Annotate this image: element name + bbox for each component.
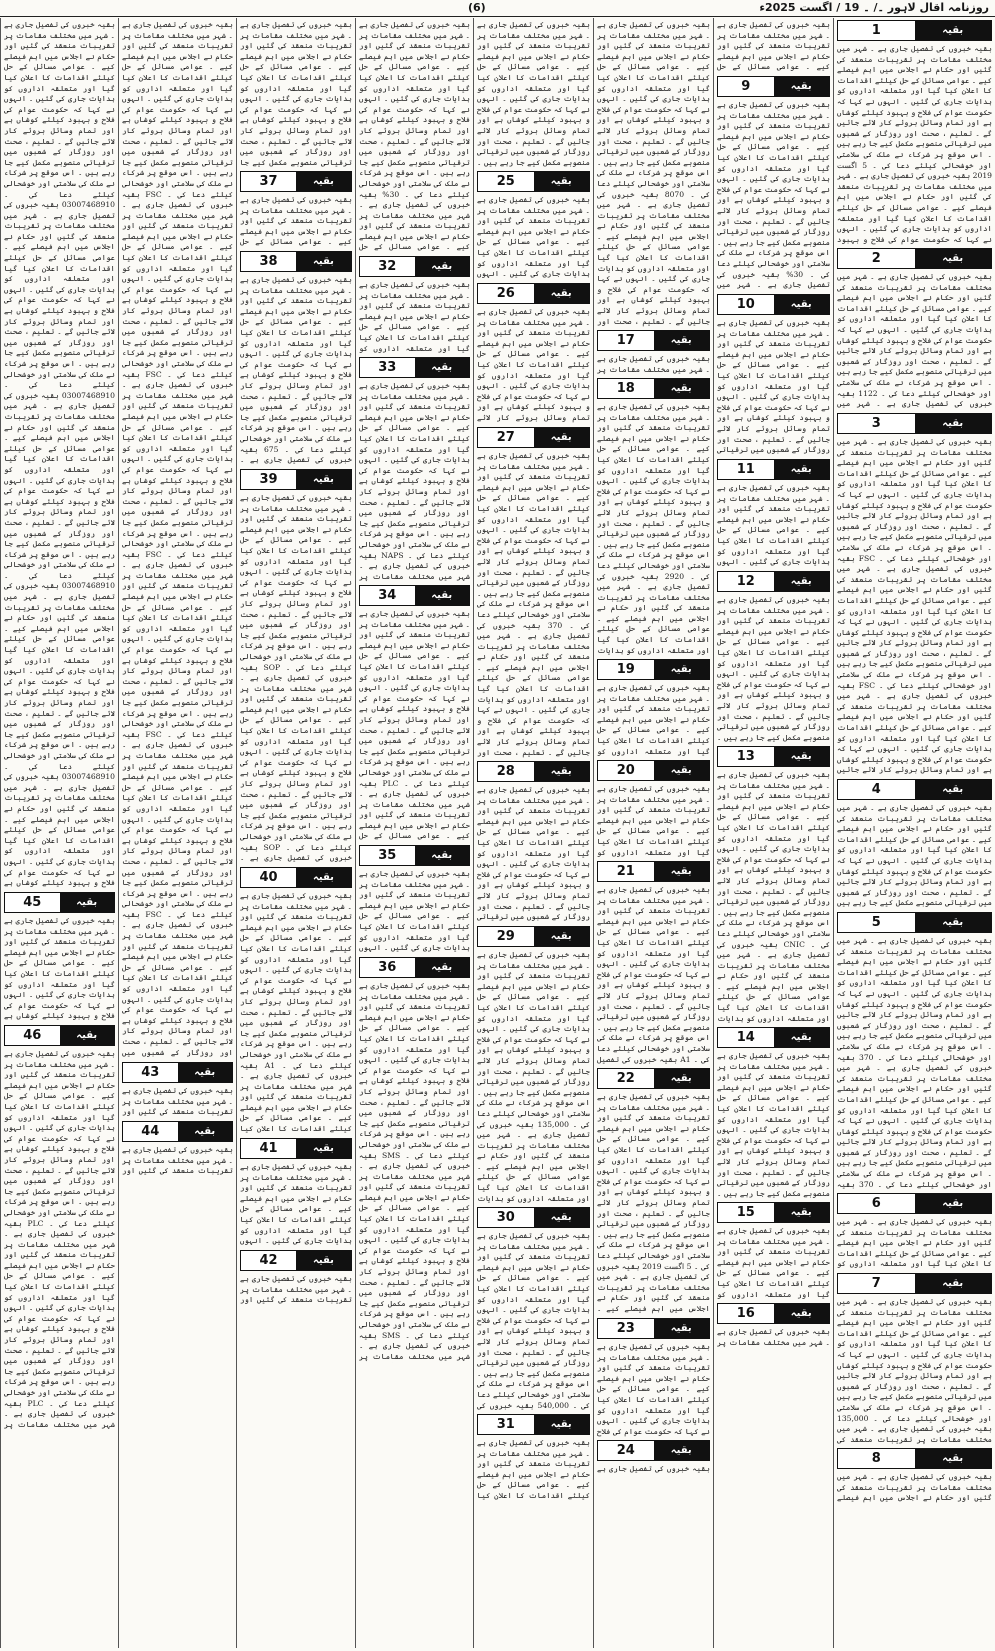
baqiya-number: 10 — [736, 297, 755, 312]
baqiya-box-40 — [240, 867, 352, 888]
baqiya-number: 5 — [871, 915, 881, 930]
article-text: بقیہ خبروں کی تفصیل جاری ہے ۔ شہر میں مختلف مقامات پر — [717, 1327, 830, 1347]
baqiya-number: 20 — [616, 763, 635, 778]
article-text: بقیہ خبروں کی تفصیل جاری ہے ۔ شہر میں مختلف مقامات پر تقریبات منعقد کی گئیں اور حکام نے اجلاس میں اہم فیصلے کیے ۔ عوامی مسائل کے حل کیلئے اقدامات کا اعلان کیا گیا اور متعلقہ اداروں کو ہدایات جاری کی گئیں ۔ انہوں نے کہا کہ حکومت عوام کی فلاح و بہبود کیلئے کوشاں ہے اور تمام وسائل بروئے کار لائے جائیں گے ۔ تعلیم ، صحت اور روزگار کے شعبوں میں ترقیاتی منصوبے مکمل کیے جا رہے ہیں ۔ اس موقع پر شرکاء نے ملک کی سلامتی اور خوشحالی کیلئے دعا کی ۔ SMS بقیہ خبروں کی تفصیل جاری ہے ۔ شہر میں مختلف مقامات پر تقریبات منعقد کی گئیں اور حکام نے اجلاس میں اہم فیصلے کیے ۔ عوامی مسائل کے حل کیلئے اقدامات کا اعلان کیا گیا اور متعلقہ اداروں کو ہدایات جاری کی گئیں ۔ انہوں نے کہا کہ حکومت عوام کی فلاح و بہبود کیلئے کوشاں ہے اور تمام وسائل بروئے کار لائے جائیں گے ۔ تعلیم ، صحت اور روزگار کے شعبوں میں ترقیاتی منصوبے مکمل کیے جا رہے ہیں ۔ اس موقع پر شرکاء نے ملک کی سلامتی اور خوشحالی کیلئے دعا کی ۔ SMS بقیہ خبروں کی تفصیل جاری ہے ۔ شہر میں مختلف مقامات پر — [359, 981, 470, 1361]
baqiya-box-23 — [597, 1318, 710, 1339]
baqiya-box-8 — [837, 1448, 992, 1469]
baqiya-box-30 — [477, 1207, 590, 1228]
article-text: بقیہ خبروں کی تفصیل جاری ہے ۔ شہر میں مختلف مقامات پر تقریبات منعقد کی گئیں اور حکام نے اجلاس میں اہم فیصلے کیے ۔ عوامی مسائل کے حل کیلئے اقدامات کا اعلان کیا گیا اور متعلقہ اداروں کو ہدایات جاری کی گئیں ۔ انہوں — [717, 483, 830, 567]
baqiya-number: 38 — [259, 254, 278, 269]
baqiya-label: بقیہ — [534, 172, 590, 191]
article-text: بقیہ خبروں کی تفصیل جاری ہے ۔ شہر میں مختلف مقامات پر تقریبات منعقد کی گئیں اور حکام نے اجلاس میں اہم فیصلے کیے ۔ عوامی مسائل کے حل کیلئے اقدامات کا اعلان کیا گیا اور متعلقہ اداروں کو ہدایات جاری کی گئیں ۔ انہوں نے کہا کہ حکومت عوام کی فلاح و بہبود کیلئے کوشاں ہے اور تمام وسائل بروئے کار لائے جائیں گے ۔ تعلیم ، صحت اور روزگار کے شعبوں میں ترقیاتی منصوبے مکمل کیے جا رہے ہیں ۔ اس موقع پر شرکاء نے ملک کی سلامتی اور خوشحالی کیلئے دعا کی ۔ 8070 بقیہ خبروں کی تفصیل جاری ہے ۔ شہر میں مختلف مقامات پر تقریبات منعقد کی گئیں اور حکام نے اجلاس میں اہم فیصلے کیے ۔ عوامی مسائل کے حل کیلئے اقدامات کا اعلان کیا گیا اور متعلقہ اداروں کو ہدایات جاری کی گئیں ۔ انہوں نے کہا کہ حکومت عوام کی فلاح و بہبود کیلئے کوشاں ہے اور تمام وسائل بروئے کار لائے جائیں گے ۔ تعلیم ، صحت اور — [597, 20, 710, 326]
baqiya-box-13 — [717, 746, 830, 767]
baqiya-label: بقیہ — [915, 1449, 992, 1468]
baqiya-box-39 — [240, 469, 352, 490]
article-text: بقیہ خبروں کی تفصیل جاری ہے ۔ شہر میں مختلف مقامات پر تقریبات منعقد کی گئیں اور حکام نے اجلاس میں اہم فیصلے کیے ۔ عوامی مسائل کے حل کیلئے اقدامات کا اعلان کیا گیا اور متعلقہ اداروں کو ہدایات جاری کی گئیں ۔ انہوں — [240, 1162, 352, 1246]
baqiya-number: 40 — [259, 870, 278, 885]
article-text: بقیہ خبروں کی تفصیل جاری ہے ۔ شہر میں مختلف مقامات پر تقریبات منعقد کی گئیں اور حکام نے اجلاس میں اہم فیصلے کیے ۔ عوامی مسائل کے حل کیلئے اقدامات کا اعلان کیا گیا اور متعلقہ اداروں کو ہدایات جاری کی گئیں ۔ انہوں نے کہا کہ حکومت عوام کی فلاح و بہبود کیلئے کوشاں ہے اور تمام وسائل بروئے کار لائے جائیں گے ۔ تعلیم ، صحت اور روزگار کے شعبوں میں ترقیاتی منصوبے مکمل کیے جا رہے ہیں ۔ اس موقع پر شرکاء نے ملک کی سلامتی اور خوشحالی کیلئے دعا کی ۔ 30% بقیہ خبروں کی تفصیل جاری ہے ۔ شہر میں — [717, 100, 830, 290]
baqiya-label: بقیہ — [915, 249, 992, 268]
baqiya-box-7 — [837, 1273, 992, 1294]
baqiya-number: 43 — [141, 1065, 160, 1080]
article-text: بقیہ خبروں کی تفصیل جاری ہے ۔ شہر میں مختلف مقامات پر تقریبات منعقد کی گئیں اور حکام نے اجلاس میں اہم فیصلے کیے ۔ عوامی مسائل کے حل کیلئے اقدامات کا اعلان کیا گیا اور متعلقہ اداروں کو ہدایات جاری کی گئیں ۔ انہوں نے کہا کہ حکومت عوام کی فلاح و بہبود کیلئے کوشاں ہے اور تمام وسائل بروئے کار لائے جائیں گے ۔ تعلیم ، صحت اور روزگار کے شعبوں میں ترقیاتی — [717, 318, 830, 455]
article-text: بقیہ خبروں کی تفصیل جاری ہے ۔ شہر میں مختلف مقامات پر تقریبات منعقد کی گئیں اور — [122, 1086, 233, 1117]
baqiya-label: بقیہ — [60, 1026, 115, 1045]
baqiya-number: 4 — [871, 782, 881, 797]
baqiya-number: 34 — [378, 588, 397, 603]
baqiya-box-46 — [4, 1025, 115, 1046]
article-text: بقیہ خبروں کی تفصیل جاری ہے ۔ شہر میں مختلف مقامات پر تقریبات منعقد کی گئیں اور حکام نے اجلاس میں اہم فیصلے کیے ۔ عوامی مسائل کے حل کیلئے اقدامات کا اعلان کیا گیا اور متعلقہ اداروں کو ہدایات جاری کی گئیں ۔ انہوں نے کہا کہ حکومت عوام کی فلاح و بہبود کیلئے کوشاں ہے اور تمام وسائل بروئے کار لائے جائیں گے ۔ تعلیم ، صحت اور روزگار کے شعبوں میں ترقیاتی منصوبے مکمل کیے جا رہے ہیں ۔ اس موقع پر شرکاء نے ملک کی سلامتی اور خوشحالی کیلئے دعا کی ۔ 135,000 بقیہ خبروں کی تفصیل جاری ہے ۔ شہر میں مختلف مقامات پر تقریبات منعقد کی گئیں اور حکام نے اجلاس میں اہم فیصلے کیے ۔ عوامی مسائل کے حل کیلئے اقدامات کا اعلان کیا گیا اور متعلقہ اداروں کو ہدایات — [477, 950, 590, 1203]
article-text: بقیہ خبروں کی تفصیل جاری ہے ۔ شہر میں مختلف مقامات پر تقریبات منعقد کی گئیں اور حکام نے اجلاس میں اہم فیصلے کیے ۔ عوامی مسائل کے حل کیلئے اقدامات کا اعلان کیا گیا اور متعلقہ اداروں کو ہدایات جاری کی گئیں ۔ انہوں نے کہا کہ حکومت عوام کی فلاح و بہبود کیلئے کوشاں ہے اور تمام وسائل بروئے کار لائے جائیں گے ۔ تعلیم ، صحت اور روزگار کے شعبوں میں ترقیاتی منصوبے مکمل کیے جا رہے ہیں ۔ اس موقع پر شرکاء نے ملک کی سلامتی اور خوشحالی کیلئے دعا کی ۔ SOP بقیہ خبروں کی تفصیل جاری ہے ۔ شہر میں مختلف مقامات پر تقریبات منعقد کی گئیں اور حکام نے اجلاس میں اہم فیصلے کیے ۔ عوامی مسائل کے حل کیلئے اقدامات کا اعلان کیا گیا اور متعلقہ اداروں کو ہدایات جاری کی گئیں ۔ انہوں نے کہا کہ حکومت عوام کی فلاح و بہبود کیلئے کوشاں ہے اور تمام وسائل بروئے کار لائے جائیں گے ۔ تعلیم ، صحت اور روزگار کے شعبوں میں ترقیاتی منصوبے مکمل کیے جا رہے ہیں ۔ اس موقع پر شرکاء نے ملک کی سلامتی اور خوشحالی کیلئے دعا کی ۔ SOP بقیہ خبروں کی تفصیل جاری ہے ۔ — [240, 493, 352, 863]
baqiya-box-32 — [359, 256, 470, 277]
baqiya-box-4 — [837, 779, 992, 800]
baqiya-box-19 — [597, 659, 710, 680]
article-text: بقیہ خبروں کی تفصیل جاری ہے ۔ شہر میں مختلف مقامات پر تقریبات منعقد کی گئیں اور — [240, 1274, 352, 1305]
baqiya-label: بقیہ — [296, 252, 351, 271]
baqiya-label: بقیہ — [654, 862, 710, 881]
article-text: بقیہ خبروں کی تفصیل جاری ہے ۔ شہر میں مختلف مقامات پر تقریبات منعقد کی گئیں اور حکام نے اجلاس میں اہم فیصلے کیے ۔ عوامی مسائل کے حل کیلئے اقدامات کا اعلان کیا — [477, 1438, 590, 1500]
baqiya-label: بقیہ — [915, 913, 992, 932]
baqiya-number: 35 — [378, 848, 397, 863]
article-text: بقیہ خبروں کی تفصیل جاری ہے ۔ شہر میں مختلف مقامات پر تقریبات منعقد کی گئیں اور حکام نے اجلاس میں اہم فیصلے کیے ۔ عوامی مسائل کے حل کیلئے اقدامات کا اعلان کیا گیا اور متعلقہ اداروں کو ہدایات جاری کی گئیں ۔ انہوں نے کہا کہ حکومت عوام کی فلاح و بہبود کیلئے کوشاں ہے اور تمام وسائل بروئے کار لائے جائیں گے ۔ تعلیم ، صحت اور روزگار کے شعبوں میں ترقیاتی منصوبے مکمل کیے جا رہے ہیں ۔ — [477, 20, 590, 167]
baqiya-number: 45 — [23, 895, 42, 910]
article-text: بقیہ خبروں کی تفصیل جاری ہے — [597, 1464, 710, 1473]
baqiya-number: 18 — [616, 381, 635, 396]
baqiya-label: بقیہ — [296, 172, 351, 191]
baqiya-box-45 — [4, 892, 115, 913]
baqiya-box-25 — [477, 171, 590, 192]
baqiya-number: 37 — [259, 174, 278, 189]
article-text: بقیہ خبروں کی تفصیل جاری ہے ۔ شہر میں مختلف مقامات پر تقریبات منعقد کی گئیں اور حکام نے اجلاس میں اہم فیصلے — [837, 1472, 992, 1503]
article-text: بقیہ خبروں کی تفصیل جاری ہے ۔ شہر میں مختلف مقامات پر تقریبات منعقد کی گئیں اور حکام نے اجلاس میں اہم فیصلے کیے ۔ عوامی مسائل کے حل — [717, 20, 830, 72]
baqiya-label: بقیہ — [178, 1122, 233, 1141]
article-text: بقیہ خبروں کی تفصیل جاری ہے ۔ شہر میں مختلف مقامات پر تقریبات منعقد کی گئیں اور حکام نے اجلاس میں اہم فیصلے کیے ۔ عوامی مسائل کے حل کیلئے اقدامات کا اعلان کیا گیا اور متعلقہ اداروں کو ہدایات جاری کی گئیں ۔ انہوں نے کہا کہ حکومت عوام کی فلاح و بہبود کیلئے کوشاں ہے اور تمام وسائل بروئے کار لائے جائیں گے ۔ تعلیم ، صحت اور روزگار کے شعبوں میں ترقیاتی منصوبے مکمل کیے جا رہے ہیں ۔ اس موقع پر شرکاء نے ملک کی سلامتی اور خوشحالی کیلئے دعا کی ۔ 135,000 بقیہ خبروں کی تفصیل جاری ہے ۔ شہر میں مختلف مقامات پر تقریبات منعقد کی — [837, 1297, 992, 1444]
article-text: بقیہ خبروں کی تفصیل جاری ہے ۔ شہر میں مختلف مقامات پر تقریبات منعقد کی گئیں اور حکام نے اجلاس میں اہم فیصلے کیے ۔ عوامی مسائل کے حل کیلئے اقدامات کا اعلان کیا گیا اور متعلقہ اداروں کو ہدایات جاری کی گئیں ۔ انہوں نے کہا کہ حکومت عوام کی فلاح و بہبود کیلئے کوشاں ہے اور تمام وسائل بروئے کار لائے جائیں گے ۔ تعلیم ، صحت اور روزگار کے شعبوں میں ترقیاتی منصوبے مکمل کیے جا رہے ہیں ۔ اس موقع پر شرکاء نے ملک کی سلامتی اور خوشحالی کیلئے دعا کی ۔ 03007468910 بقیہ خبروں کی تفصیل جاری ہے ۔ شہر میں مختلف مقامات پر تقریبات منعقد کی گئیں اور حکام نے اجلاس میں اہم فیصلے کیے ۔ عوامی مسائل کے حل کیلئے اقدامات کا اعلان کیا گیا اور متعلقہ اداروں کو ہدایات جاری کی گئیں ۔ انہوں نے کہا کہ حکومت عوام کی فلاح و بہبود کیلئے کوشاں ہے اور تمام وسائل بروئے کار لائے جائیں گے ۔ تعلیم ، صحت اور روزگار کے شعبوں میں ترقیاتی منصوبے مکمل کیے جا رہے ہیں ۔ اس موقع پر شرکاء نے ملک کی سلامتی اور خوشحالی کیلئے دعا کی ۔ 03007468910 بقیہ خبروں کی تفصیل جاری ہے ۔ شہر میں مختلف مقامات پر تقریبات منعقد کی گئیں اور حکام نے اجلاس میں اہم فیصلے کیے ۔ عوامی مسائل کے حل کیلئے اقدامات کا اعلان کیا گیا اور متعلقہ اداروں کو ہدایات جاری کی گئیں ۔ انہوں نے کہا کہ حکومت عوام کی فلاح و بہبود کیلئے کوشاں ہے اور تمام وسائل بروئے کار لائے جائیں گے ۔ تعلیم ، صحت اور روزگار کے شعبوں میں ترقیاتی منصوبے مکمل کیے جا رہے ہیں ۔ اس موقع پر شرکاء نے ملک کی سلامتی اور خوشحالی کیلئے دعا کی ۔ 03007468910 بقیہ خبروں کی تفصیل جاری ہے ۔ شہر میں مختلف مقامات پر تقریبات منعقد کی گئیں اور حکام نے اجلاس میں اہم فیصلے کیے ۔ عوامی مسائل کے حل کیلئے اقدامات کا اعلان کیا گیا اور متعلقہ اداروں کو ہدایات جاری کی گئیں ۔ انہوں نے کہا کہ حکومت عوام کی فلاح و بہبود کیلئے کوشاں ہے اور تمام وسائل بروئے کار لائے جائیں گے ۔ تعلیم ، صحت اور روزگار کے شعبوں میں ترقیاتی منصوبے مکمل کیے جا رہے ہیں ۔ اس موقع پر شرکاء نے ملک کی سلامتی اور خوشحالی کیلئے دعا کی ۔ 03007468910 بقیہ خبروں کی تفصیل جاری ہے ۔ شہر میں مختلف مقامات پر تقریبات منعقد کی گئیں اور حکام نے اجلاس میں اہم فیصلے کیے ۔ عوامی مسائل کے حل کیلئے اقدامات کا اعلان کیا گیا اور متعلقہ اداروں کو ہدایات جاری کی گئیں ۔ انہوں نے کہا کہ حکومت عوام کی فلاح و بہبود کیلئے کوشاں ہے — [4, 20, 115, 888]
baqiya-label: بقیہ — [654, 331, 710, 350]
article-text: بقیہ خبروں کی تفصیل جاری ہے ۔ شہر میں مختلف مقامات پر تقریبات منعقد کی گئیں اور حکام نے اجلاس میں اہم فیصلے کیے ۔ عوامی مسائل کے حل کیلئے اقدامات کا اعلان کیا گیا اور متعلقہ اداروں کو — [597, 784, 710, 857]
article-text: بقیہ خبروں کی تفصیل جاری ہے ۔ شہر میں مختلف مقامات پر تقریبات منعقد کی گئیں اور حکام نے اجلاس میں اہم فیصلے کیے ۔ عوامی مسائل کے حل کیلئے اقدامات کا اعلان کیا گیا اور متعلقہ اداروں کو ہدایات جاری کی گئیں ۔ انہوں نے کہا کہ حکومت عوام کی فلاح و بہبود کیلئے کوشاں ہے اور تمام وسائل بروئے کار لائے جائیں گے ۔ تعلیم ، صحت اور روزگار کے شعبوں میں ترقیاتی — [477, 785, 590, 922]
baqiya-label: بقیہ — [915, 21, 992, 40]
baqiya-label: بقیہ — [415, 358, 470, 377]
baqiya-label: بقیہ — [296, 470, 351, 489]
baqiya-number: 33 — [378, 360, 397, 375]
baqiya-label: بقیہ — [654, 660, 710, 679]
baqiya-box-18 — [597, 378, 710, 399]
baqiya-label: بقیہ — [774, 460, 830, 479]
article-text: بقیہ خبروں کی تفصیل جاری ہے ۔ شہر میں مختلف مقامات پر تقریبات منعقد کی گئیں اور حکام نے اجلاس میں اہم فیصلے کیے ۔ عوامی مسائل کے حل کیلئے اقدامات کا اعلان کیا گیا اور متعلقہ اداروں کو ہدایات جاری کی گئیں ۔ انہوں نے کہا کہ حکومت عوام کی فلاح و بہبود کیلئے کوشاں ہے اور تمام وسائل بروئے کار لائے جائیں گے ۔ تعلیم ، صحت اور روزگار کے شعبوں میں ترقیاتی منصوبے مکمل کیے جا رہے ہیں ۔ اس موقع پر شرکاء نے ملک کی سلامتی اور خوشحالی کیلئے دعا کی ۔ 5 اگست 2019 بقیہ خبروں کی تفصیل جاری ہے ۔ شہر میں مختلف مقامات پر تقریبات منعقد کی گئیں اور حکام نے اجلاس میں اہم فیصلے کیے ۔ — [597, 1092, 710, 1313]
article-text: بقیہ خبروں کی تفصیل جاری ہے ۔ شہر میں مختلف مقامات پر تقریبات منعقد کی گئیں اور حکام نے اجلاس میں اہم فیصلے کیے ۔ عوامی مسائل کے حل کیلئے اقدامات کا اعلان کیا گیا اور متعلقہ اداروں کو — [717, 1226, 830, 1299]
article-text: بقیہ خبروں کی تفصیل جاری ہے ۔ شہر میں مختلف مقامات پر تقریبات منعقد کی گئیں اور حکام نے اجلاس میں اہم فیصلے کیے ۔ عوامی مسائل کے حل کیلئے اقدامات کا اعلان کیا گیا اور متعلقہ اداروں کو ہدایات جاری کی گئیں ۔ انہوں نے کہا کہ حکومت عوام کی فلاح و بہبود کیلئے کوشاں ہے اور تمام وسائل بروئے کار لائے جائیں گے ۔ تعلیم ، صحت اور روزگار کے شعبوں میں ترقیاتی منصوبے مکمل کیے جا رہے ہیں ۔ اس موقع پر شرکاء نے ملک کی سلامتی اور خوشحالی کیلئے دعا کی ۔ PLC بقیہ خبروں کی تفصیل جاری ہے ۔ شہر میں مختلف مقامات پر تقریبات منعقد کی گئیں اور حکام نے اجلاس میں اہم فیصلے کیے ۔ عوامی مسائل کے حل — [359, 609, 470, 841]
baqiya-label: بقیہ — [415, 846, 470, 865]
baqiya-box-5 — [837, 912, 992, 933]
paper-name-date: روزنامہ اقال لاہور ۔/ ۔ 19 / اگست 2025ء — [759, 1, 989, 14]
baqiya-number: 12 — [736, 574, 755, 589]
baqiya-label: بقیہ — [415, 958, 470, 977]
baqiya-number: 39 — [259, 472, 278, 487]
baqiya-number: 26 — [496, 286, 515, 301]
text-column-5 — [355, 18, 473, 1648]
baqiya-number: 27 — [496, 430, 515, 445]
baqiya-number: 21 — [616, 864, 635, 879]
baqiya-label: بقیہ — [774, 1028, 830, 1047]
baqiya-number: 31 — [496, 1417, 515, 1432]
baqiya-label: بقیہ — [534, 762, 590, 781]
text-column-3 — [593, 18, 713, 1648]
article-text: بقیہ خبروں کی تفصیل جاری ہے ۔ شہر میں مختلف مقامات پر تقریبات منعقد کی گئیں اور — [122, 1145, 233, 1176]
baqiya-number: 8 — [871, 1451, 881, 1466]
article-text: بقیہ خبروں کی تفصیل جاری ہے ۔ شہر میں مختلف مقامات پر تقریبات منعقد کی گئیں اور حکام نے اجلاس میں اہم فیصلے کیے ۔ عوامی مسائل کے حل کیلئے اقدامات کا اعلان کیا گیا اور متعلقہ اداروں کو ہدایات جاری کی گئیں ۔ انہوں نے کہا کہ حکومت عوام کی فلاح — [597, 1342, 710, 1436]
baqiya-number: 16 — [736, 1306, 755, 1321]
baqiya-label: بقیہ — [654, 1441, 710, 1460]
baqiya-number: 41 — [259, 1141, 278, 1156]
baqiya-box-17 — [597, 330, 710, 351]
baqiya-label: بقیہ — [534, 428, 590, 447]
baqiya-label: بقیہ — [654, 761, 710, 780]
baqiya-label: بقیہ — [774, 295, 830, 314]
baqiya-number: 22 — [616, 1071, 635, 1086]
baqiya-box-38 — [240, 251, 352, 272]
baqiya-label: بقیہ — [915, 1274, 992, 1293]
baqiya-box-42 — [240, 1250, 352, 1271]
baqiya-box-37 — [240, 171, 352, 192]
baqiya-label: بقیہ — [534, 1415, 590, 1434]
baqiya-label: بقیہ — [296, 868, 351, 887]
baqiya-box-9 — [717, 76, 830, 97]
text-column-6 — [236, 18, 355, 1648]
article-text: بقیہ خبروں کی تفصیل جاری ہے ۔ شہر میں مختلف مقامات پر تقریبات منعقد کی گئیں اور حکام نے اجلاس میں اہم فیصلے کیے ۔ عوامی مسائل کے حل کیلئے اقدامات کا اعلان کیا گیا اور متعلقہ اداروں کو ہدایات جاری کی گئیں ۔ انہوں نے کہا کہ حکومت عوام کی فلاح و بہبود کیلئے کوشاں ہے اور تمام وسائل بروئے کار لائے جائیں گے ۔ تعلیم ، صحت اور روزگار کے شعبوں میں ترقیاتی منصوبے مکمل کیے جا رہے ہیں ۔ اس موقع پر شرکاء نے ملک کی سلامتی اور خوشحالی کیلئے دعا کی ۔ 30% بقیہ خبروں کی تفصیل جاری ہے ۔ شہر میں مختلف مقامات پر تقریبات منعقد کی گئیں اور حکام نے اجلاس میں اہم فیصلے کیے ۔ عوامی مسائل کے حل — [359, 20, 470, 252]
baqiya-number: 24 — [616, 1443, 635, 1458]
baqiya-box-15 — [717, 1202, 830, 1223]
baqiya-label: بقیہ — [774, 1304, 830, 1323]
article-text: بقیہ خبروں کی تفصیل جاری ہے ۔ شہر میں مختلف مقامات پر تقریبات منعقد کی گئیں اور حکام نے اجلاس میں اہم فیصلے کیے ۔ عوامی مسائل کے حل کیلئے اقدامات کا اعلان کیا گیا اور متعلقہ اداروں کو ہدایات جاری کی گئیں ۔ انہوں — [359, 869, 470, 953]
text-column-7 — [118, 18, 236, 1648]
article-text: بقیہ خبروں کی تفصیل جاری ہے ۔ شہر میں مختلف مقامات پر تقریبات منعقد کی گئیں اور حکام نے اجلاس میں اہم فیصلے کیے ۔ عوامی مسائل کے حل — [240, 195, 352, 247]
baqiya-label: بقیہ — [774, 572, 830, 591]
article-text: بقیہ خبروں کی تفصیل جاری ہے ۔ شہر میں مختلف مقامات پر تقریبات منعقد کی گئیں اور حکام نے اجلاس میں اہم فیصلے کیے ۔ عوامی مسائل کے حل کیلئے اقدامات کا اعلان کیا گیا اور متعلقہ اداروں کو ہدایات جاری کی گئیں ۔ انہوں نے کہا کہ حکومت عوام کی فلاح و بہبود کیلئے کوشاں ہے اور تمام وسائل بروئے کار لائے جائیں گے ۔ تعلیم ، صحت اور روزگار کے شعبوں میں ترقیاتی منصوبے مکمل کیے جا رہے ہیں ۔ اس موقع پر شرکاء نے ملک کی سلامتی اور خوشحالی کیلئے دعا کی ۔ 1122 بقیہ خبروں کی تفصیل جاری ہے ۔ شہر میں — [837, 272, 992, 409]
baqiya-label: بقیہ — [654, 1319, 710, 1338]
baqiya-number: 7 — [871, 1276, 881, 1291]
article-text: بقیہ خبروں کی تفصیل جاری ہے ۔ شہر میں مختلف مقامات پر تقریبات منعقد کی گئیں اور حکام نے اجلاس میں اہم فیصلے کیے ۔ عوامی مسائل کے حل کیلئے اقدامات کا اعلان کیا گیا اور متعلقہ اداروں کو ہدایات جاری کی گئیں ۔ انہوں نے کہا کہ حکومت عوام کی فلاح و بہبود کیلئے کوشاں ہے اور تمام وسائل بروئے کار لائے جائیں گے ۔ تعلیم ، صحت اور روزگار کے شعبوں میں ترقیاتی منصوبے مکمل کیے جا رہے ہیں ۔ اس موقع پر شرکاء نے ملک کی سلامتی اور خوشحالی کیلئے دعا کی ۔ 675 بقیہ خبروں کی تفصیل جاری ہے ۔ — [240, 275, 352, 465]
article-text: بقیہ خبروں کی تفصیل جاری ہے ۔ شہر میں مختلف مقامات پر تقریبات منعقد کی گئیں اور حکام نے اجلاس میں اہم فیصلے کیے ۔ عوامی مسائل کے حل کیلئے اقدامات کا اعلان کیا گیا اور متعلقہ اداروں کو — [359, 280, 470, 353]
text-column-4 — [473, 18, 593, 1648]
baqiya-number: 9 — [741, 79, 751, 94]
baqiya-box-3 — [837, 413, 992, 434]
baqiya-label: بقیہ — [774, 77, 830, 96]
baqiya-label: بقیہ — [654, 1069, 710, 1088]
baqiya-box-22 — [597, 1068, 710, 1089]
article-text: بقیہ خبروں کی تفصیل جاری ہے ۔ شہر میں مختلف مقامات پر تقریبات منعقد کی گئیں اور حکام نے اجلاس میں اہم فیصلے کیے ۔ عوامی مسائل کے حل کیلئے اقدامات کا اعلان کیا گیا اور متعلقہ اداروں کو ہدایات جاری کی گئیں ۔ انہوں نے کہا کہ حکومت عوام کی فلاح و بہبود کیلئے کوشاں ہے — [4, 916, 115, 1021]
baqiya-number: 32 — [378, 259, 397, 274]
baqiya-box-28 — [477, 761, 590, 782]
article-text: بقیہ خبروں کی تفصیل جاری ہے ۔ شہر میں مختلف مقامات پر تقریبات منعقد کی گئیں اور حکام نے اجلاس میں اہم فیصلے کیے ۔ عوامی مسائل کے حل کیلئے اقدامات کا اعلان کیا گیا اور متعلقہ اداروں کو ہدایات جاری کی گئیں ۔ انہوں نے کہا کہ حکومت عوام کی فلاح و بہبود کیلئے کوشاں ہے اور تمام وسائل بروئے کار لائے جائیں گے ۔ تعلیم ، صحت اور روزگار کے شعبوں میں ترقیاتی منصوبے مکمل کیے جا رہے ہیں ۔ اس موقع پر شرکاء نے ملک کی سلامتی اور خوشحالی کیلئے دعا کی ۔ CNIC بقیہ خبروں کی تفصیل جاری ہے ۔ شہر میں مختلف مقامات پر تقریبات منعقد کی گئیں اور حکام نے اجلاس میں اہم فیصلے کیے ۔ عوامی مسائل کے حل کیلئے اقدامات کا اعلان کیا گیا اور متعلقہ اداروں کو ہدایات — [717, 770, 830, 1023]
baqiya-number: 30 — [496, 1210, 515, 1225]
baqiya-number: 19 — [616, 662, 635, 677]
baqiya-number: 42 — [259, 1253, 278, 1268]
baqiya-number: 17 — [616, 333, 635, 348]
article-text: بقیہ خبروں کی تفصیل جاری ہے ۔ شہر میں مختلف مقامات پر تقریبات منعقد کی گئیں اور حکام نے اجلاس میں اہم فیصلے کیے ۔ عوامی مسائل کے حل کیلئے اقدامات کا اعلان کیا گیا اور متعلقہ اداروں کو ہدایات جاری کی گئیں ۔ انہوں نے کہا کہ حکومت عوام کی فلاح و بہبود کیلئے کوشاں ہے اور تمام وسائل بروئے کار لائے جائیں گے ۔ تعلیم ، صحت اور روزگار کے شعبوں میں ترقیاتی منصوبے مکمل کیے جا رہے ہیں ۔ — [717, 1051, 830, 1198]
baqiya-number: 28 — [496, 764, 515, 779]
baqiya-box-27 — [477, 427, 590, 448]
baqiya-box-36 — [359, 957, 470, 978]
article-text: بقیہ خبروں کی تفصیل جاری ہے ۔ شہر میں مختلف مقامات پر تقریبات منعقد کی گئیں اور حکام نے اجلاس میں اہم فیصلے کیے ۔ عوامی مسائل کے حل کیلئے اقدامات کا اعلان کیا گیا اور متعلقہ اداروں کو ہدایات جاری کی گئیں ۔ انہوں نے کہا کہ حکومت عوام کی فلاح و بہبود کیلئے کوشاں ہے اور تمام وسائل بروئے کار لائے — [477, 307, 590, 422]
baqiya-number: 13 — [736, 749, 755, 764]
article-text: بقیہ خبروں کی تفصیل جاری ہے ۔ شہر میں مختلف مقامات پر تقریبات منعقد کی گئیں اور حکام نے اجلاس میں اہم فیصلے کیے ۔ عوامی مسائل کے حل کیلئے اقدامات کا اعلان کیا گیا اور متعلقہ اداروں کو ہدایات جاری کی گئیں ۔ انہوں نے کہا کہ حکومت عوام کی فلاح و بہبود کیلئے کوشاں ہے اور تمام وسائل بروئے کار لائے جائیں گے ۔ تعلیم ، صحت اور روزگار کے شعبوں میں ترقیاتی منصوبے مکمل کیے جا رہے ہیں ۔ اس موقع پر شرکاء نے ملک کی سلامتی اور خوشحالی کیلئے دعا کی ۔ PLC بقیہ خبروں کی تفصیل جاری ہے ۔ شہر میں مختلف مقامات پر تقریبات منعقد کی گئیں اور حکام نے اجلاس میں اہم فیصلے کیے ۔ عوامی مسائل کے حل کیلئے اقدامات کا اعلان کیا گیا اور متعلقہ اداروں کو ہدایات جاری کی گئیں ۔ انہوں نے کہا کہ حکومت عوام کی فلاح و بہبود کیلئے کوشاں ہے اور تمام وسائل بروئے کار لائے جائیں گے ۔ تعلیم ، صحت اور روزگار کے شعبوں میں ترقیاتی منصوبے مکمل کیے جا رہے ہیں ۔ اس موقع پر شرکاء نے ملک کی سلامتی اور خوشحالی کیلئے دعا کی ۔ PLC بقیہ خبروں کی تفصیل جاری ہے ۔ شہر میں مختلف مقامات پر — [4, 1049, 115, 1429]
baqiya-box-12 — [717, 571, 830, 592]
baqiya-number: 44 — [141, 1124, 160, 1139]
baqiya-box-6 — [837, 1193, 992, 1214]
baqiya-label: بقیہ — [415, 586, 470, 605]
baqiya-label: بقیہ — [774, 1203, 830, 1222]
article-text: بقیہ خبروں کی تفصیل جاری ہے ۔ شہر میں مختلف مقامات پر تقریبات منعقد کی گئیں اور حکام نے اجلاس میں اہم فیصلے کیے ۔ عوامی مسائل کے حل کیلئے اقدامات کا اعلان کیا گیا اور متعلقہ اداروں کو ہدایات جاری کی گئیں ۔ انہوں نے کہا کہ حکومت عوام کی فلاح و بہبود کیلئے کوشاں ہے اور تمام وسائل بروئے کار لائے جائیں گے ۔ تعلیم ، صحت اور روزگار کے شعبوں میں ترقیاتی منصوبے مکمل کیے جا رہے ہیں ۔ اس موقع پر شرکاء نے ملک کی سلامتی اور خوشحالی کیلئے دعا کی ۔ 2920 بقیہ خبروں کی تفصیل جاری ہے ۔ شہر میں مختلف مقامات پر تقریبات منعقد کی گئیں اور حکام نے اجلاس میں اہم فیصلے کیے ۔ عوامی مسائل کے حل کیلئے اقدامات کا اعلان کیا گیا اور متعلقہ اداروں کو ہدایات — [597, 402, 710, 655]
baqiya-box-20 — [597, 760, 710, 781]
baqiya-box-16 — [717, 1303, 830, 1324]
baqiya-box-41 — [240, 1138, 352, 1159]
baqiya-box-35 — [359, 845, 470, 866]
baqiya-number: 14 — [736, 1030, 755, 1045]
text-column-8 — [0, 18, 118, 1648]
baqiya-number: 11 — [736, 462, 755, 477]
baqiya-number: 23 — [616, 1321, 635, 1336]
baqiya-box-29 — [477, 926, 590, 947]
baqiya-label: بقیہ — [774, 747, 830, 766]
baqiya-box-26 — [477, 283, 590, 304]
article-text: بقیہ خبروں کی تفصیل جاری ہے ۔ شہر میں مختلف مقامات پر تقریبات منعقد کی گئیں اور حکام نے اجلاس میں اہم فیصلے کیے ۔ عوامی مسائل کے حل کیلئے اقدامات کا اعلان کیا گیا اور متعلقہ اداروں کو ہدایات جاری کی گئیں ۔ انہوں نے کہا کہ حکومت عوام کی فلاح و بہبود کیلئے کوشاں ہے اور تمام وسائل بروئے کار لائے جائیں گے ۔ تعلیم ، صحت اور روزگار کے شعبوں میں ترقیاتی منصوبے مکمل کیے جا رہے ہیں — [837, 803, 992, 908]
article-text: بقیہ خبروں کی تفصیل جاری ہے ۔ شہر میں مختلف مقامات پر تقریبات منعقد کی گئیں اور حکام نے اجلاس میں اہم فیصلے کیے ۔ عوامی مسائل کے حل کیلئے اقدامات کا اعلان کیا گیا اور متعلقہ اداروں کو ہدایات جاری کی گئیں ۔ انہوں نے کہا کہ حکومت عوام کی فلاح و بہبود کیلئے کوشاں ہے اور تمام وسائل بروئے کار لائے جائیں گے ۔ تعلیم ، صحت اور روزگار کے شعبوں میں ترقیاتی منصوبے مکمل کیے جا رہے ہیں ۔ اس موقع پر شرکاء نے ملک کی سلامتی اور خوشحالی کیلئے دعا کی ۔ 370 بقیہ خبروں کی تفصیل جاری ہے ۔ شہر میں مختلف مقامات پر تقریبات منعقد کی گئیں اور حکام نے اجلاس میں اہم فیصلے کیے ۔ عوامی مسائل کے حل کیلئے اقدامات کا اعلان کیا گیا اور متعلقہ اداروں کو ہدایات جاری کی گئیں ۔ انہوں نے کہا کہ حکومت عوام کی فلاح و بہبود کیلئے کوشاں ہے اور تمام وسائل بروئے کار لائے جائیں گے ۔ تعلیم ، صحت اور روزگار کے شعبوں میں ترقیاتی منصوبے مکمل کیے جا رہے ہیں ۔ اس موقع پر شرکاء نے ملک کی سلامتی اور خوشحالی کیلئے دعا کی ۔ 370 بقیہ — [837, 936, 992, 1189]
baqiya-box-33 — [359, 357, 470, 378]
baqiya-box-2 — [837, 248, 992, 269]
article-text: بقیہ خبروں کی تفصیل جاری ہے ۔ شہر میں مختلف مقامات پر تقریبات منعقد کی گئیں اور حکام نے اجلاس میں اہم فیصلے کیے ۔ عوامی مسائل کے حل کیلئے اقدامات کا اعلان کیا گیا اور متعلقہ اداروں کو — [597, 683, 710, 756]
page-header — [0, 0, 995, 17]
baqiya-number: 36 — [378, 960, 397, 975]
article-text: بقیہ خبروں کی تفصیل جاری ہے ۔ شہر میں مختلف مقامات پر تقریبات منعقد کی گئیں اور حکام نے اجلاس میں اہم فیصلے کیے ۔ عوامی مسائل کے حل کیلئے اقدامات کا اعلان کیا گیا اور متعلقہ اداروں کو ہدایات جاری کی گئیں ۔ انہوں نے کہا کہ حکومت عوام کی فلاح و بہبود کیلئے کوشاں ہے اور تمام وسائل بروئے کار لائے جائیں گے ۔ تعلیم ، صحت اور روزگار کے شعبوں میں ترقیاتی منصوبے مکمل کیے جا رہے ہیں ۔ اس موقع پر شرکاء نے ملک کی سلامتی اور خوشحالی کیلئے دعا کی ۔ A1 بقیہ خبروں کی تفصیل — [597, 885, 710, 1064]
baqiya-number: 2 — [871, 251, 881, 266]
article-text: بقیہ خبروں کی تفصیل جاری ہے ۔ شہر میں مختلف مقامات پر تقریبات منعقد کی گئیں اور حکام نے اجلاس میں اہم فیصلے کیے ۔ عوامی مسائل کے حل کیلئے اقدامات کا اعلان کیا گیا اور متعلقہ اداروں کو ہدایات جاری کی گئیں ۔ انہوں نے کہا کہ حکومت عوام کی فلاح و بہبود کیلئے کوشاں ہے اور تمام وسائل بروئے کار لائے جائیں گے ۔ تعلیم ، صحت اور روزگار کے شعبوں میں ترقیاتی منصوبے مکمل کیے جا رہے ہیں ۔ اس موقع پر شرکاء نے ملک کی سلامتی اور خوشحالی کیلئے دعا کی ۔ 540,000 بقیہ خبروں کی — [477, 1231, 590, 1410]
baqiya-label: بقیہ — [915, 1194, 992, 1213]
baqiya-number: 1 — [871, 23, 881, 38]
baqiya-box-43 — [122, 1062, 233, 1083]
baqiya-number: 29 — [496, 929, 515, 944]
baqiya-label: بقیہ — [178, 1063, 233, 1082]
article-text: بقیہ خبروں کی تفصیل جاری ہے ۔ شہر میں مختلف مقامات پر تقریبات منعقد کی گئیں اور حکام نے اجلاس میں اہم فیصلے کیے ۔ عوامی مسائل کے حل کیلئے اقدامات کا اعلان کیا گیا اور متعلقہ اداروں کو ہدایات جاری کی گئیں ۔ انہوں نے کہا کہ حکومت عوام کی فلاح و بہبود کیلئے کوشاں ہے اور تمام وسائل بروئے کار لائے جائیں گے ۔ تعلیم ، صحت اور روزگار کے شعبوں میں ترقیاتی منصوبے مکمل کیے جا رہے ہیں ۔ — [717, 595, 830, 742]
baqiya-label: بقیہ — [296, 1251, 351, 1270]
baqiya-box-14 — [717, 1027, 830, 1048]
article-text: بقیہ خبروں کی تفصیل جاری ہے ۔ شہر میں مختلف مقامات پر تقریبات منعقد کی گئیں اور حکام نے اجلاس میں اہم فیصلے کیے ۔ عوامی مسائل کے حل کیلئے اقدامات کا اعلان کیا گیا اور متعلقہ اداروں کو ہدایات جاری کی گئیں ۔ انہوں نے کہا کہ حکومت عوام کی فلاح و بہبود کیلئے کوشاں ہے اور تمام وسائل بروئے کار لائے جائیں گے ۔ تعلیم ، صحت اور روزگار کے شعبوں میں ترقیاتی منصوبے مکمل کیے جا رہے ہیں ۔ اس موقع پر شرکاء نے ملک کی سلامتی اور خوشحالی کیلئے دعا کی ۔ FSC بقیہ خبروں کی تفصیل جاری ہے ۔ شہر میں مختلف مقامات پر تقریبات منعقد کی گئیں اور حکام نے اجلاس میں اہم فیصلے کیے ۔ عوامی مسائل کے حل کیلئے اقدامات کا اعلان کیا گیا اور متعلقہ اداروں کو ہدایات جاری کی گئیں ۔ انہوں نے کہا کہ حکومت عوام کی فلاح و بہبود کیلئے کوشاں ہے اور تمام وسائل بروئے کار لائے جائیں گے ۔ تعلیم ، صحت اور روزگار کے شعبوں میں ترقیاتی منصوبے مکمل کیے جا رہے ہیں ۔ اس موقع پر شرکاء نے ملک کی سلامتی اور خوشحالی کیلئے دعا کی ۔ FSC بقیہ خبروں کی تفصیل جاری ہے ۔ شہر میں مختلف مقامات پر تقریبات منعقد کی گئیں اور حکام نے اجلاس میں اہم فیصلے کیے ۔ عوامی مسائل کے حل کیلئے اقدامات کا اعلان کیا گیا اور متعلقہ اداروں کو ہدایات جاری کی گئیں ۔ انہوں نے کہا کہ حکومت عوام کی فلاح و بہبود کیلئے کوشاں ہے اور تمام وسائل بروئے کار لائے جائیں — [837, 437, 992, 775]
baqiya-label: بقیہ — [60, 893, 115, 912]
text-column-2 — [713, 18, 833, 1648]
article-text: بقیہ خبروں کی تفصیل جاری ہے ۔ شہر میں مختلف مقامات پر تقریبات منعقد کی گئیں اور حکام نے اجلاس میں اہم فیصلے کیے ۔ عوامی مسائل کے حل کیلئے اقدامات کا اعلان کیا گیا اور متعلقہ اداروں کو ہدایات جاری کی گئیں ۔ انہوں نے کہا کہ حکومت عوام کی فلاح و بہبود کیلئے کوشاں ہے اور تمام وسائل بروئے کار لائے جائیں گے ۔ تعلیم ، صحت اور روزگار کے شعبوں میں ترقیاتی منصوبے مکمل کیے جا — [240, 20, 352, 167]
text-column-1 — [833, 18, 995, 1648]
baqiya-label: بقیہ — [296, 1139, 351, 1158]
baqiya-box-10 — [717, 294, 830, 315]
page-number: (6) — [468, 1, 486, 14]
article-text: بقیہ خبروں کی تفصیل جاری ہے ۔ شہر میں مختلف مقامات پر تقریبات منعقد کی گئیں اور حکام نے اجلاس میں اہم فیصلے کیے ۔ عوامی مسائل کے حل کیلئے اقدامات کا اعلان کیا گیا اور متعلقہ اداروں کو ہدایات جاری کی گئیں ۔ انہوں نے کہا کہ حکومت عوام کی فلاح و بہبود کیلئے کوشاں ہے اور تمام وسائل بروئے کار لائے جائیں گے ۔ تعلیم ، صحت اور روزگار کے شعبوں میں ترقیاتی منصوبے مکمل کیے جا رہے ہیں ۔ اس موقع پر شرکاء نے ملک کی سلامتی اور خوشحالی کیلئے دعا کی ۔ A1 بقیہ خبروں کی تفصیل جاری ہے ۔ شہر میں مختلف مقامات پر تقریبات منعقد کی گئیں اور حکام نے اجلاس میں اہم فیصلے کیے ۔ عوامی مسائل کے حل کیلئے اقدامات کا اعلان کیا — [240, 891, 352, 1134]
baqiya-box-31 — [477, 1414, 590, 1435]
article-text: بقیہ خبروں کی تفصیل جاری ہے ۔ شہر میں مختلف مقامات پر تقریبات منعقد کی گئیں اور حکام نے اجلاس میں اہم فیصلے کیے ۔ عوامی مسائل کے حل کیلئے اقدامات کا اعلان کیا گیا اور متعلقہ اداروں کو ہدایات جاری کی گئیں ۔ انہوں نے کہا کہ حکومت عوام کی فلاح و بہبود کیلئے کوشاں ہے اور تمام وسائل بروئے کار لائے جائیں گے ۔ تعلیم ، صحت اور روزگار کے شعبوں میں ترقیاتی منصوبے مکمل کیے جا رہے ہیں ۔ اس موقع پر شرکاء نے ملک کی سلامتی اور خوشحالی کیلئے دعا کی ۔ NAPS بقیہ خبروں کی تفصیل جاری ہے ۔ شہر میں مختلف مقامات پر — [359, 381, 470, 581]
baqiya-number: 6 — [871, 1196, 881, 1211]
baqiya-number: 3 — [871, 416, 881, 431]
article-text: بقیہ خبروں کی تفصیل جاری ہے ۔ شہر میں مختلف مقامات پر تقریبات منعقد کی گئیں اور حکام نے اجلاس میں اہم فیصلے کیے ۔ عوامی مسائل کے حل کیلئے اقدامات کا اعلان کیا گیا اور متعلقہ اداروں کو ہدایات جاری کی گئیں ۔ انہوں — [477, 195, 590, 279]
baqiya-label: بقیہ — [534, 1208, 590, 1227]
baqiya-box-24 — [597, 1440, 710, 1461]
article-text: بقیہ خبروں کی تفصیل جاری ہے ۔ شہر میں مختلف مقامات پر تقریبات منعقد کی گئیں اور حکام نے اجلاس میں اہم فیصلے کیے ۔ عوامی مسائل کے حل کیلئے اقدامات کا اعلان کیا گیا اور متعلقہ اداروں کو ہدایات جاری کی گئیں ۔ انہوں نے کہا کہ حکومت عوام کی فلاح و بہبود کیلئے کوشاں ہے اور تمام وسائل بروئے کار لائے جائیں گے ۔ تعلیم ، صحت اور روزگار کے شعبوں میں ترقیاتی منصوبے مکمل کیے جا رہے ہیں ۔ اس موقع پر شرکاء نے ملک کی سلامتی اور خوشحالی کیلئے دعا کی ۔ 5 اگست 2019 بقیہ خبروں کی تفصیل جاری ہے ۔ شہر میں مختلف مقامات پر تقریبات منعقد کی گئیں اور حکام نے اجلاس میں اہم فیصلے کیے ۔ عوامی مسائل کے حل کیلئے اقدامات کا اعلان کیا گیا اور متعلقہ اداروں کو ہدایات جاری کی گئیں ۔ انہوں نے کہا کہ حکومت عوام کی فلاح و بہبود — [837, 44, 992, 244]
baqiya-box-21 — [597, 861, 710, 882]
baqiya-box-34 — [359, 585, 470, 606]
baqiya-label: بقیہ — [415, 257, 470, 276]
article-text: بقیہ خبروں کی تفصیل جاری ہے ۔ شہر میں مختلف مقامات پر تقریبات منعقد کی گئیں اور حکام نے اجلاس میں اہم فیصلے کیے ۔ عوامی مسائل کے حل کیلئے اقدامات کا اعلان کیا گیا اور متعلقہ اداروں کو ہدایات جاری کی گئیں ۔ انہوں نے کہا کہ حکومت عوام کی فلاح و بہبود کیلئے کوشاں ہے اور تمام وسائل بروئے کار لائے جائیں گے ۔ تعلیم ، صحت اور روزگار کے شعبوں میں ترقیاتی منصوبے مکمل کیے جا رہے ہیں ۔ اس موقع پر شرکاء نے ملک کی سلامتی اور خوشحالی کیلئے دعا کی ۔ 370 بقیہ خبروں کی تفصیل جاری ہے ۔ شہر میں مختلف مقامات پر تقریبات منعقد کی گئیں اور حکام نے اجلاس میں اہم فیصلے کیے ۔ عوامی مسائل کے حل کیلئے اقدامات کا اعلان کیا گیا اور متعلقہ اداروں کو ہدایات جاری کی گئیں ۔ انہوں نے کہا کہ حکومت عوام کی فلاح و بہبود کیلئے کوشاں ہے اور تمام وسائل بروئے کار لائے جائیں گے ۔ تعلیم ، صحت اور — [477, 451, 590, 757]
baqiya-label: بقیہ — [534, 927, 590, 946]
article-text: بقیہ خبروں کی تفصیل جاری ہے ۔ شہر میں مختلف مقامات پر تقریبات منعقد کی گئیں اور حکام نے اجلاس میں اہم فیصلے کیے ۔ عوامی مسائل کے حل کیلئے اقدامات کا اعلان کیا گیا اور متعلقہ اداروں کو ہدایات جاری کی گئیں ۔ انہوں نے کہا کہ حکومت عوام کی فلاح و بہبود کیلئے کوشاں ہے اور تمام وسائل بروئے کار لائے جائیں گے ۔ تعلیم ، صحت اور روزگار کے شعبوں میں ترقیاتی منصوبے مکمل کیے جا رہے ہیں ۔ اس موقع پر شرکاء نے ملک کی سلامتی اور خوشحالی کیلئے دعا کی ۔ FSC بقیہ خبروں کی تفصیل جاری ہے ۔ شہر میں مختلف مقامات پر تقریبات منعقد کی گئیں اور حکام نے اجلاس میں اہم فیصلے کیے ۔ عوامی مسائل کے حل کیلئے اقدامات کا اعلان کیا گیا اور متعلقہ اداروں کو ہدایات جاری کی گئیں ۔ انہوں نے کہا کہ حکومت عوام کی فلاح و بہبود کیلئے کوشاں ہے اور تمام وسائل بروئے کار لائے جائیں گے ۔ تعلیم ، صحت اور روزگار کے شعبوں میں ترقیاتی منصوبے مکمل کیے جا رہے ہیں ۔ اس موقع پر شرکاء نے ملک کی سلامتی اور خوشحالی کیلئے دعا کی ۔ FSC بقیہ خبروں کی تفصیل جاری ہے ۔ شہر میں مختلف مقامات پر تقریبات منعقد کی گئیں اور حکام نے اجلاس میں اہم فیصلے کیے ۔ عوامی مسائل کے حل کیلئے اقدامات کا اعلان کیا گیا اور متعلقہ اداروں کو ہدایات جاری کی گئیں ۔ انہوں نے کہا کہ حکومت عوام کی فلاح و بہبود کیلئے کوشاں ہے اور تمام وسائل بروئے کار لائے جائیں گے ۔ تعلیم ، صحت اور روزگار کے شعبوں میں ترقیاتی منصوبے مکمل کیے جا رہے ہیں ۔ اس موقع پر شرکاء نے ملک کی سلامتی اور خوشحالی کیلئے دعا کی ۔ FSC بقیہ خبروں کی تفصیل جاری ہے ۔ شہر میں مختلف مقامات پر تقریبات منعقد کی گئیں اور حکام نے اجلاس میں اہم فیصلے کیے ۔ عوامی مسائل کے حل کیلئے اقدامات کا اعلان کیا گیا اور متعلقہ اداروں کو ہدایات جاری کی گئیں ۔ انہوں نے کہا کہ حکومت عوام کی فلاح و بہبود کیلئے کوشاں ہے اور تمام وسائل بروئے کار لائے جائیں گے ۔ تعلیم ، صحت اور روزگار کے شعبوں میں ترقیاتی منصوبے مکمل کیے جا رہے ہیں ۔ اس موقع پر شرکاء نے ملک کی سلامتی اور خوشحالی کیلئے دعا کی ۔ FSC بقیہ خبروں کی تفصیل جاری ہے ۔ شہر میں مختلف مقامات پر تقریبات منعقد کی گئیں اور حکام نے اجلاس میں اہم فیصلے کیے ۔ عوامی مسائل کے حل کیلئے اقدامات کا اعلان کیا گیا اور متعلقہ اداروں کو ہدایات جاری کی گئیں ۔ انہوں نے کہا کہ حکومت عوام کی فلاح و بہبود کیلئے کوشاں ہے اور تمام وسائل بروئے کار لائے جائیں گے ۔ تعلیم ، صحت اور روزگار کے شعبوں میں ترقیاتی منصوبے مکمل کیے جا رہے ہیں ۔ اس موقع پر شرکاء نے ملک کی سلامتی اور خوشحالی کیلئے دعا کی ۔ FSC بقیہ خبروں کی تفصیل جاری ہے ۔ شہر میں مختلف مقامات پر تقریبات منعقد کی گئیں اور حکام نے اجلاس میں اہم فیصلے کیے ۔ عوامی مسائل کے حل کیلئے اقدامات کا اعلان کیا گیا اور متعلقہ اداروں کو ہدایات جاری کی گئیں ۔ انہوں نے کہا کہ حکومت عوام کی فلاح و بہبود کیلئے کوشاں ہے اور تمام وسائل بروئے کار لائے جائیں گے ۔ تعلیم ، صحت اور روزگار کے شعبوں میں — [122, 20, 233, 1057]
baqiya-label: بقیہ — [654, 379, 710, 398]
article-text: بقیہ خبروں کی تفصیل جاری ہے ۔ شہر میں مختلف مقامات پر تقریبات منعقد کی گئیں اور حکام نے اجلاس میں اہم فیصلے کیے ۔ عوامی مسائل کے حل کیلئے اقدامات کا اعلان کیا گیا اور متعلقہ اداروں کو — [837, 1217, 992, 1269]
baqiya-box-1 — [837, 20, 992, 41]
baqiya-number: 46 — [23, 1028, 42, 1043]
baqiya-box-11 — [717, 459, 830, 480]
baqiya-number: 15 — [736, 1205, 755, 1220]
baqiya-box-44 — [122, 1121, 233, 1142]
baqiya-label: بقیہ — [915, 780, 992, 799]
baqiya-number: 25 — [496, 174, 515, 189]
baqiya-label: بقیہ — [534, 284, 590, 303]
baqiya-label: بقیہ — [915, 414, 992, 433]
article-text: بقیہ خبروں کی تفصیل جاری ہے ۔ شہر میں مختلف مقامات پر — [597, 354, 710, 374]
